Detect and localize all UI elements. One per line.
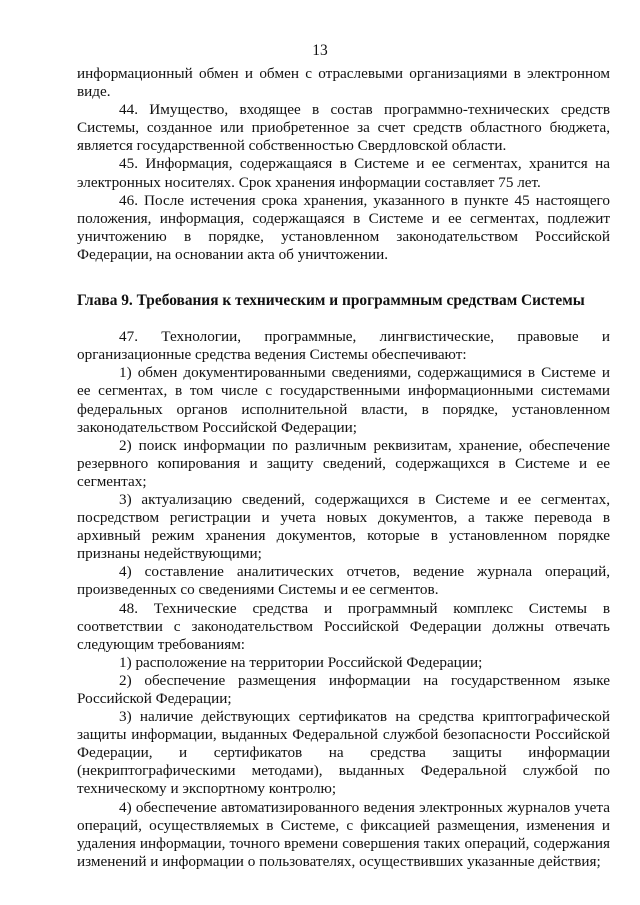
chapter-9-heading: Глава 9. Требования к техническим и программным средствам Системы	[77, 292, 585, 310]
paragraph-47-item-3: 3) актуализацию сведений, содержащихся в Системе и ее сегментах, посредством регистрации и учета новых документов, а также перевода в архивный режим хранения документов, которые в установленном порядке признаны недействующими;	[77, 490, 610, 563]
paragraph-44: 44. Имущество, входящее в состав программно-технических средств Системы, созданное или приобретенное за счет средств областного бюджета, является государственной собственностью Свердловской области.	[77, 101, 610, 155]
paragraph-47-item-4: 4) составление аналитических отчетов, ведение журнала операций, произведенных со сведениями Системы и ее сегментов.	[77, 563, 610, 599]
paragraph-48-item-2: 2) обеспечение размещения информации на государственном языке Российской Федерации;	[77, 671, 610, 707]
paragraph-48-item-4: 4) обеспечение автоматизированного ведения электронных журналов учета операций, осуществляемых в Системе, с фиксацией размещения, изменения и удаления информации, точного времени совершения таких операций, содержания изменений и информации о пользователях, осуществивших указанные действия;	[77, 798, 610, 870]
paragraph-47-item-2: 2) поиск информации по различным реквизитам, хранение, обеспечение резервного копирования и защиту сведений, содержащихся в Системе и ее сегментах;	[77, 436, 610, 490]
paragraph-48-item-3: 3) наличие действующих сертификатов на средства криптографической защиты информации, выданных Федеральной службой безопасности Российской Федерации, и сертификатов на средства защиты информации (некриптографическими методами), выданных Федеральной службой по техническому и экспортному контролю;	[77, 708, 610, 798]
page-body	[77, 65, 610, 871]
paragraph-47-item-1: 1) обмен документированными сведениями, содержащимися в Системе и ее сегментах, в том числе с государственными информационными системами федеральных органов исполнительной власти, в порядке, установленном законодательством Российской Федерации;	[77, 364, 610, 436]
paragraph-48: 48. Технические средства и программный комплекс Системы в соответствии с законодательством Российской Федерации должны отвечать следующим требованиям:	[77, 599, 610, 653]
paragraph-48-item-1: 1) расположение на территории Российской Федерации;	[119, 653, 483, 671]
paragraph-46: 46. После истечения срока хранения, указанного в пункте 45 настоящего положения, информация, содержащаяся в Системе и ее сегментах, подлежит уничтожению в порядке, установленном законодательством Российской Федерации, на основании акта об уничтожении.	[77, 191, 610, 263]
paragraph-45: 45. Информация, содержащаяся в Системе и ее сегментах, хранится на электронных носителях. Срок хранения информации составляет 75 лет.	[77, 155, 610, 191]
page-number: 13	[312, 42, 328, 59]
paragraph-47: 47. Технологии, программные, лингвистические, правовые и организационные средства ведения Системы обеспечивают:	[77, 328, 610, 364]
paragraph-43-continuation: информационный обмен и обмен с отраслевыми организациями в электронном виде.	[77, 65, 610, 101]
